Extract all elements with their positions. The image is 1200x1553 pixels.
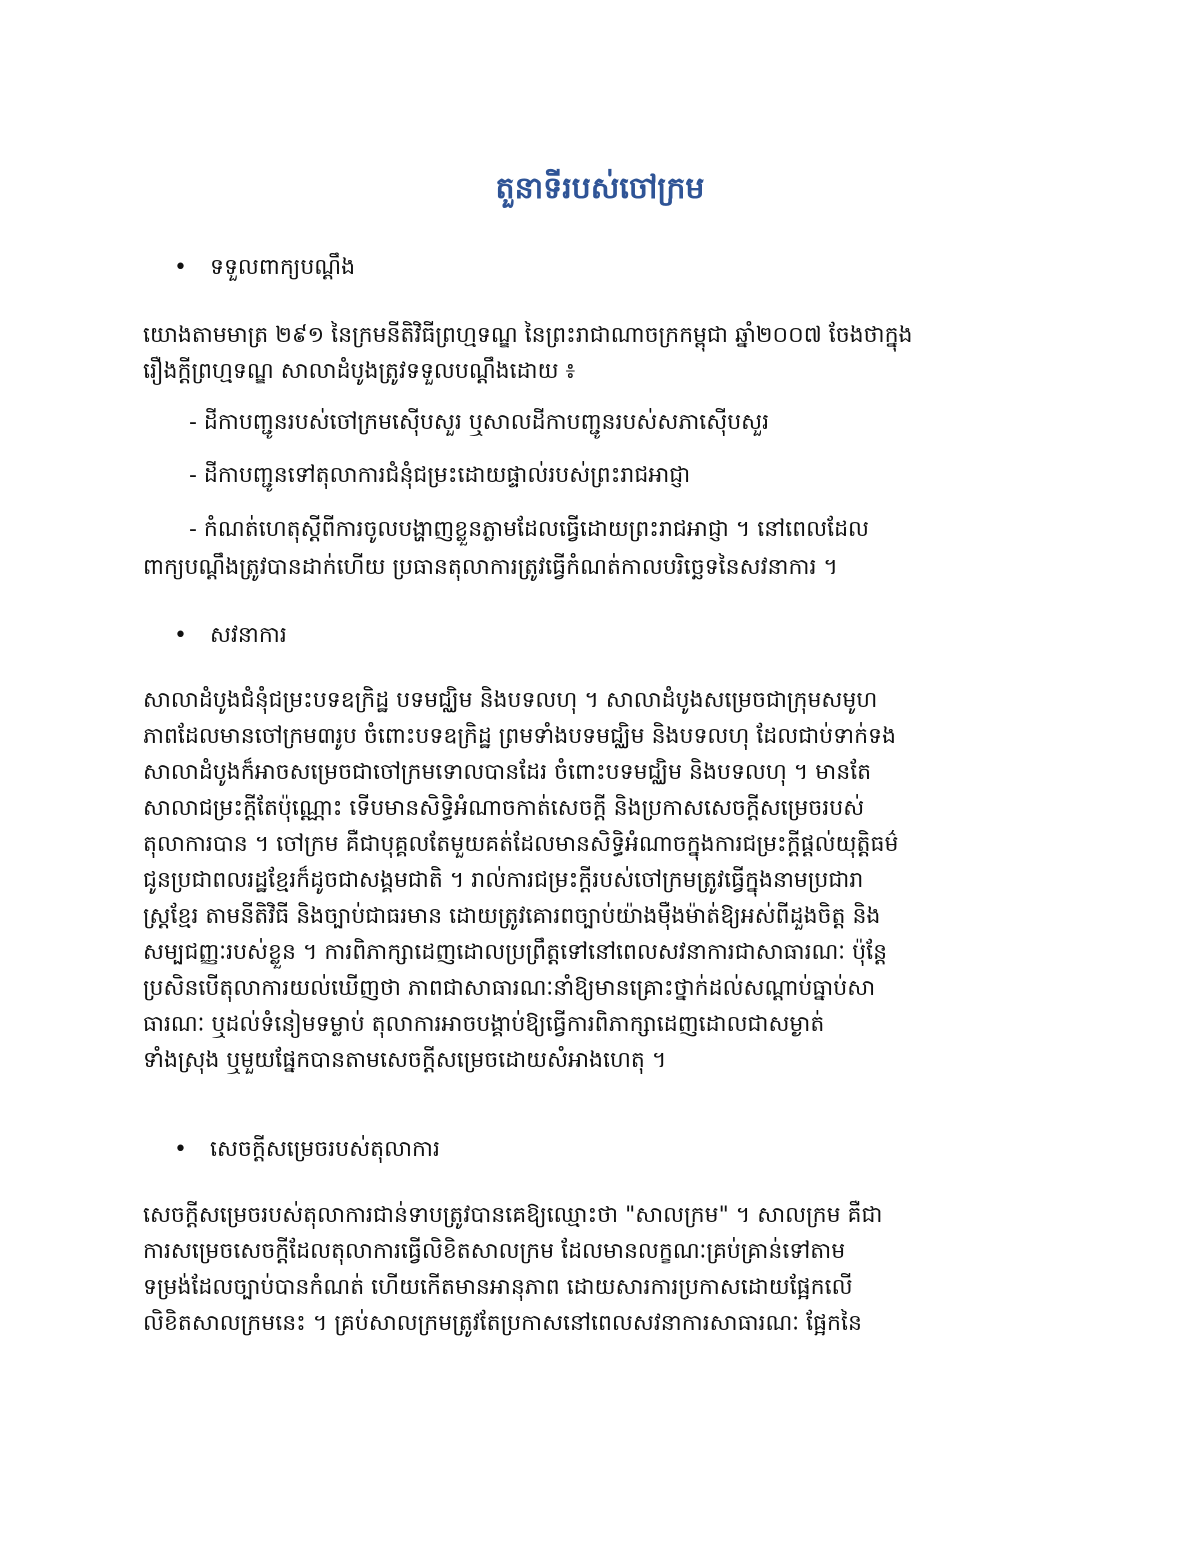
paragraph-judgment (143, 1198, 1063, 1342)
text-line: តុលាការបាន ។ ចៅក្រម គឺជាបុគ្គលតែមួយគត់ដែលមានសិទ្ធិអំណាចក្នុងការជម្រះក្តីផ្តល់យុត្តិធម៌ (143, 832, 899, 857)
text-line: ការសម្រេចសេចក្តីដែលតុលាការធ្វើលិខិតសាលក្រម ដែលមានលក្ខណៈគ្រប់គ្រាន់ទៅតាម (143, 1239, 846, 1264)
section-heading-label: សវនាការ (210, 623, 287, 648)
section-heading-complaint (174, 250, 355, 286)
bullet-icon: • (174, 255, 187, 280)
text-line: ប្រសិនបើតុលាការយល់ឃើញថា ភាពជាសាធារណៈនាំឱ្យមានគ្រោះថ្នាក់ដល់សណ្តាប់ធ្នាប់សា (143, 976, 876, 1001)
paragraph-closing (143, 550, 1063, 586)
text-line: ទម្រង់ដែលច្បាប់បានកំណត់ ហើយកើតមានអានុភាព ដោយសារការប្រកាសដោយផ្អែកលើ (143, 1275, 853, 1300)
paragraph-hearing (143, 683, 1063, 1079)
section-heading-label: សេចក្តីសម្រេចរបស់តុលាការ (210, 1137, 440, 1162)
page-title: តួនាទីរបស់ចៅក្រម (495, 171, 705, 206)
text-line: សម្បជញ្ញៈរបស់ខ្លួន ។ ការពិភាក្សាដេញដោលប្រព្រឹត្តទៅនៅពេលសវនាការជាសាធារណៈ ប៉ុន្តែ (143, 940, 888, 965)
text-line: លិខិតសាលក្រមនេះ ។ គ្រប់សាលក្រមត្រូវតែប្រកាសនៅពេលសវនាការសាធារណៈ ផ្អែកនៃ (143, 1311, 862, 1336)
list-item: - ដីកាបញ្ជូនរបស់ចៅក្រមស៊ើបសួរ ឬសាលដីកាបញ្ជូនរបស់សភាស៊ើបសួរ (189, 410, 770, 435)
bullet-icon: • (174, 623, 187, 648)
text-line: ភាពដែលមានចៅក្រម៣រូប ចំពោះបទឧក្រិដ្ឋ ព្រមទាំងបទមជ្ឈិម និងបទលហុ ដែលជាប់ទាក់ទង (143, 724, 896, 749)
text-line: ស្ត្រខ្មែរ តាមនីតិវិធី និងច្បាប់ជាធរមាន ដោយត្រូវគោរពច្បាប់យ៉ាងម៉ឺងម៉ាត់ឱ្យអស់ពីដួងចិត្ត និង (143, 904, 881, 929)
text-line: សាលាជម្រះក្តីតែប៉ុណ្ណោះ ទើបមានសិទ្ធិអំណាចកាត់សេចក្តី និងប្រកាសសេចក្តីសម្រេចរបស់ (143, 796, 865, 821)
text-line: សេចក្តីសម្រេចរបស់តុលាការជាន់ទាបត្រូវបានគេឱ្យឈ្មោះថា "សាលក្រម" ។ សាលក្រម គឺជា (143, 1203, 883, 1228)
list-item: - កំណត់ហេតុស្តីពីការចូលបង្ហាញខ្លួនភ្លាមដែលធ្វើដោយព្រះរាជអាជ្ញា ។ នៅពេលដែល (189, 517, 870, 542)
section-heading-judgment (174, 1132, 440, 1168)
text-line: រឿងក្តីព្រហ្មទណ្ឌ សាលាដំបូងត្រូវទទួលបណ្តឹងដោយ ៖ (143, 359, 576, 384)
text-line: សាលាដំបូងក៏អាចសម្រេចជាចៅក្រមទោលបានដែរ ចំពោះបទមជ្ឈិម និងបទលហុ ។ មានតែ (143, 760, 872, 785)
paragraph-intro (143, 318, 1063, 390)
text-line: ពាក្យបណ្តឹងត្រូវបានដាក់ហើយ ប្រធានតុលាការត្រូវធ្វើកំណត់កាលបរិច្ឆេទនៃសវនាការ ។ (143, 555, 838, 580)
text-line: សាលាដំបូងជំនុំជម្រះបទឧក្រិដ្ឋ បទមជ្ឈិម និងបទលហុ ។ សាលាដំបូងសម្រេចជាក្រុមសមូហ (143, 688, 878, 713)
section-heading-label: ទទួលពាក្យបណ្តឹង (210, 255, 356, 280)
section-heading-hearing (174, 618, 287, 654)
text-line: ទាំងស្រុង ឬមួយផ្នែកបានតាមសេចក្តីសម្រេចដោយសំអាងហេតុ ។ (143, 1048, 667, 1073)
list-item: - ដីកាបញ្ជូនទៅតុលាការជំនុំជម្រះដោយផ្ទាល់របស់ព្រះរាជអាជ្ញា (189, 463, 691, 488)
text-line: ធារណៈ ឬដល់ទំនៀមទម្លាប់ តុលាការអាចបង្គាប់ឱ្យធ្វើការពិភាក្សាដេញដោលជាសម្ងាត់ (143, 1012, 825, 1037)
text-line: យោងតាមមាត្រ ២៩១ នៃក្រមនីតិវិធីព្រហ្មទណ្ឌ នៃព្រះរាជាណាចក្រកម្ពុជា ឆ្នាំ២០០៧ ចែងថាក្នុង (143, 323, 913, 348)
bullet-icon: • (174, 1137, 187, 1162)
text-line: ជូនប្រជាពលរដ្ឋខ្មែរក៏ដូចជាសង្គមជាតិ ។ រាល់ការជម្រះក្តីរបស់ចៅក្រមត្រូវធ្វើក្នុងនាមប្រជារា (143, 868, 864, 893)
